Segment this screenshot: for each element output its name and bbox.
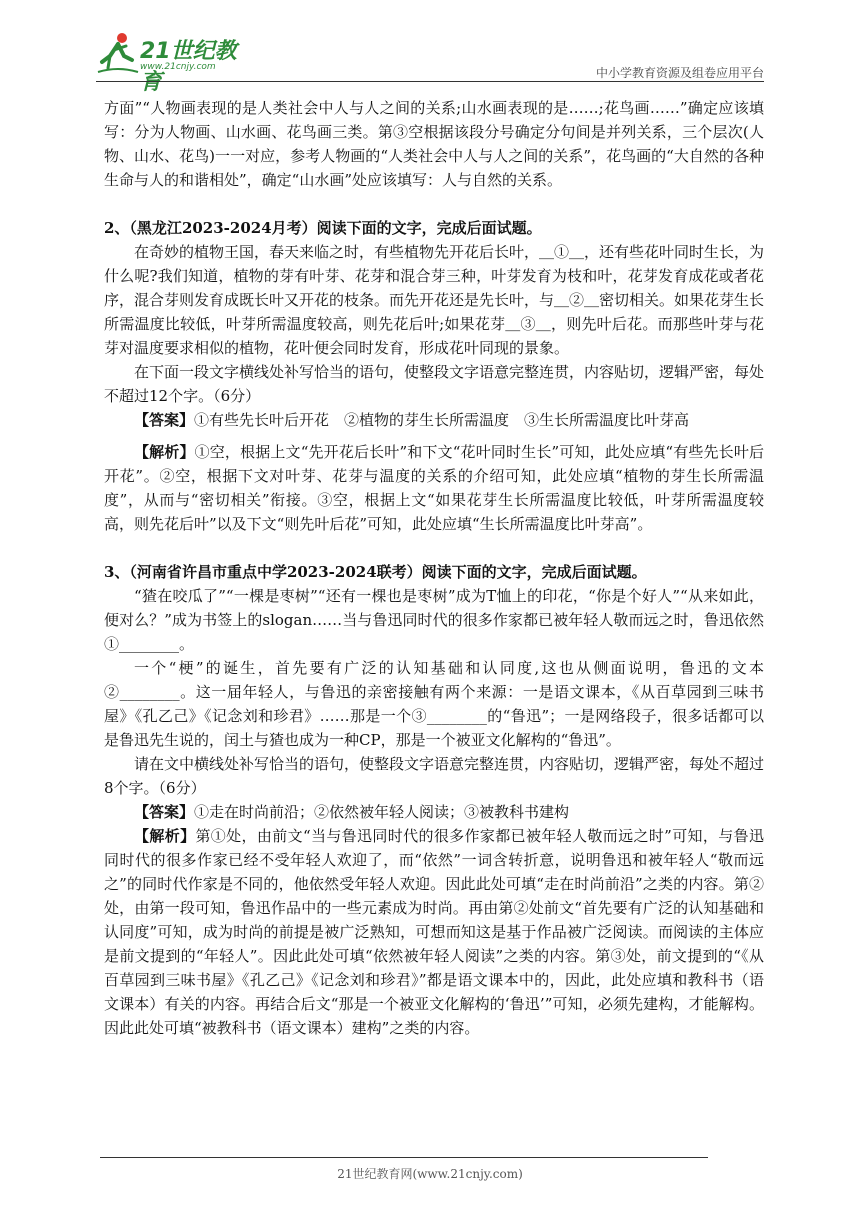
page-footer: 21世纪教育网(www.21cnjy.com) bbox=[337, 1167, 523, 1181]
runner-logo-icon bbox=[96, 32, 140, 76]
q3-answer-text: ①走在时尚前沿；②依然被年轻人阅读；③被教科书建构 bbox=[194, 803, 570, 821]
q2-passage: 在奇妙的植物王国，春天来临之时，有些植物先开花后长叶，＿①＿，还有些花叶同时生长，为什么呢?我们知道，植物的芽有叶芽、花芽和混合芽三种，叶芽发育为枝和叶，花芽发育成花或者花序，混合芽则发育成既长叶又开花的枝条。而先开花还是先长叶，与＿②＿密切相关。如果花芽生长所需温度比较低，叶芽所需温度较高，则先花后叶;如果花芽＿③＿，则先叶后花。而那些叶芽与花芽对温度要求相似的植物，花叶便会同时发育，形成花叶同现的景象。 bbox=[104, 243, 765, 357]
q3-analysis bbox=[104, 824, 764, 1040]
q2-title: 2、（黑龙江2023-2024月考）阅读下面的文字，完成后面试题。 bbox=[104, 219, 542, 237]
q3-instruction: 请在文中横线处补写恰当的语句，使整段文字语意完整连贯，内容贴切，逻辑严密，每处不超过8个字。（6分） bbox=[104, 755, 765, 797]
question-3 bbox=[104, 560, 764, 1040]
platform-name: 中小学教育资源及组卷应用平台 bbox=[595, 66, 764, 80]
q2-instruction: 在下面一段文字横线处补写恰当的语句，使整段文字语意完整连贯，内容贴切，逻辑严密，每处不超过12个字。（6分） bbox=[104, 363, 765, 405]
analysis-label: 【解析】 bbox=[134, 827, 196, 845]
q3-analysis-text: 第①处，由前文“当与鲁迅同时代的很多作家都已被年轻人敬而远之时”可知，与鲁迅同时代的很多作家已经不受年轻人欢迎了，而“依然”一词含转折意，说明鲁迅和被年轻人“敬而远之”的同时代作家是不同的，他依然受年轻人欢迎。因此此处可填“走在时尚前沿”之类的内容。第②处，由第一段可知，鲁迅作品中的一些元素成为时尚。再由第②处前文“首先要有广泛的认知基础和认同度”可知，成为时尚的前提是被广泛熟知，可想而知这是基于作品被广泛阅读。而阅读的主体应是前文提到的“年轻人”。因此此处可填“依然被年轻人阅读”之类的内容。第③处，前文提到的“《从百草园到三味书屋》《孔乙己》《记念刘和珍君》”都是语文课本中的，因此，此处应填和教科书（语文课本）有关的内容。再结合后文“那是一个被亚文化解构的‘鲁迅’”可知，必须先建构，才能解构。因此此处可填“被教科书（语文课本）建构”之类的内容。 bbox=[104, 827, 764, 1037]
site-logo bbox=[96, 30, 256, 95]
answer-label: 【答案】 bbox=[134, 411, 195, 429]
q3-title: 3、（河南省许昌市重点中学2023-2024联考）阅读下面的文字，完成后面试题。 bbox=[104, 563, 647, 581]
answer-label: 【答案】 bbox=[134, 803, 195, 821]
q2-analysis bbox=[104, 440, 764, 536]
question-2 bbox=[104, 216, 764, 536]
logo-brand: 21世纪教育 bbox=[140, 39, 237, 95]
page-header bbox=[96, 30, 764, 95]
q2-analysis-text: ①空，根据上文“先开花后长叶”和下文“花叶同时生长”可知，此处应填“有些先长叶后开花”。②空，根据下文对叶芽、花芽与温度的关系的介绍可知，此处应填“植物的芽生长所需温度”，从而与“密切相关”衔接。③空，根据上文“如果花芽生长所需温度比较低，叶芽所需温度较高，则先花后叶”以及下文“则先叶后花”可知，此处应填“生长所需温度比叶芽高”。 bbox=[104, 443, 764, 533]
analysis-label: 【解析】 bbox=[134, 443, 195, 461]
q3-answer bbox=[104, 800, 764, 824]
header-divider bbox=[96, 81, 764, 82]
q3-passage-2: 一个“梗”的诞生，首先要有广泛的认知基础和认同度,这也从侧面说明，鲁迅的文本②________。这一届年轻人，与鲁迅的亲密接触有两个来源：一是语文课本，《从百草园到三味书屋》《孔乙己》《记念刘和珍君》……那是一个③________的“鲁迅”；一是网络段子，很多话都可以是鲁迅先生说的，闰土与猹也成为一种CP，那是一个被亚文化解构的“鲁迅”。 bbox=[104, 659, 764, 749]
q2-answer bbox=[104, 408, 764, 432]
q2-answer-text: ①有些先长叶后开花 ②植物的芽生长所需温度 ③生长所需温度比叶芽高 bbox=[194, 411, 690, 429]
q1-analysis-tail: 方面”“人物画表现的是人类社会中人与人之间的关系;山水画表现的是……;花鸟画……”确定应该填写：分为人物画、山水画、花鸟画三类。第③空根据该段分号确定分句间是并列关系，三个层次(人物、山水、花鸟)一一对应，参考人物画的“人类社会中人与人之间的关系”，花鸟画的“大自然的各种生命与人的和谐相处”，确定“山水画”处应该填写：人与自然的关系。 bbox=[104, 99, 764, 189]
q3-passage-1: “猹在咬瓜了”“一棵是枣树”“还有一棵也是枣树”成为T恤上的印花，“你是个好人”“从来如此，便对么？”成为书签上的slogan……当与鲁迅同时代的很多作家都已被年轻人敬而远之时，鲁迅依然①________。 bbox=[104, 587, 764, 653]
footer-divider bbox=[100, 1157, 708, 1158]
document-body bbox=[104, 96, 764, 1040]
logo-url: www.21cnjy.com bbox=[140, 62, 216, 72]
